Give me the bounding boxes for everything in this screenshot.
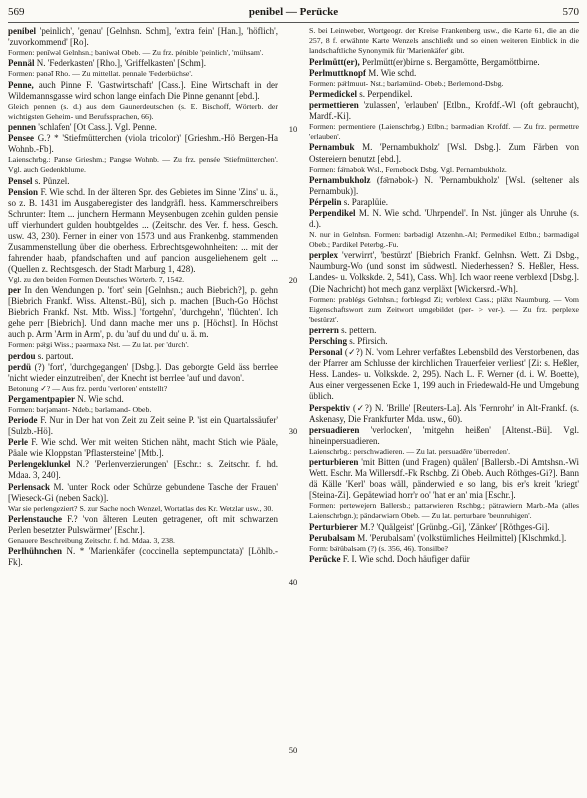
entry-headword: perplex [309, 250, 338, 261]
dictionary-entry [8, 362, 278, 384]
note-text: Formen: bərjəmənt- Ndeb.; bərləmənd- Obeb. [8, 405, 152, 415]
note-text: S. bei Leinweber, Wortgeogr. der Kreise Frankenberg usw., die Karte 61, die an die 257, 8 f. erwähnte Karte Wenzels anschließt und so einen weiteren Einblick in die landschaftliche Synonymik für 'Marienkäfer' gibt. [309, 26, 579, 56]
entry-note [8, 102, 278, 122]
entry-note [8, 536, 278, 546]
entry-text: N. * 'Marienkäfer (coccinella septempunctata)' [Löhlb.-Fk]. [8, 546, 278, 568]
dictionary-entry [8, 80, 278, 102]
entry-text: s. Paraplüie. [343, 196, 388, 207]
entry-text: s. partout. [37, 350, 74, 361]
dictionary-entry [309, 347, 579, 402]
dictionary-entry [309, 250, 579, 294]
dictionary-entry [309, 522, 579, 533]
dictionary-entry [8, 26, 278, 48]
dictionary-entry [8, 459, 278, 481]
right-column [309, 26, 579, 792]
dictionary-entry [8, 58, 278, 69]
note-text: Betonung ✓? — Aus frz. perdu 'verloren' entstellt? [8, 383, 168, 393]
entry-text: F. Wie schd. In der älteren Spr. des Gebietes im Sinne 'Zins' u. ä., so z. B. 1431 im Ausgaberegister des landgräfl. hess. Kammerschreibers Schrunter: Item ... junchern Hermann Meysenbugen zcehin gulden pensie uff vierhundert gulden houbtgeldes ... (Zeitschr. des Ver. f. hess. Gesch. usw. 43, 230). Ferner in einer von 1573 und aus Frankenbg. stammenden Zusammenstellung über die oberhess. Erbrechtsgewohnheiten: ... mit der fahrender haab, pfandschaften und auf pancion ausgeliehenem gelt ... (Quellen z. Rechtsgesch. der Stadt Marburg 1, 428). [8, 186, 278, 274]
entry-text: M. N. Wie schd. 'Uhrpendel'. In Nst. jünger als Unruhe (s. d.). [309, 207, 579, 229]
entry-headword: Perlhühnchen [8, 546, 63, 557]
entry-note [309, 544, 579, 554]
dictionary-entry [8, 176, 278, 187]
dictionary-entry [309, 89, 579, 100]
entry-note [309, 79, 579, 89]
dictionary-entry [309, 57, 579, 68]
entry-note [309, 122, 579, 142]
entry-text: 'peinlich', 'genau' [Gelnhsn. Schm], 'extra fein' [Han.], 'höflich', 'zuvorkommend' [Ro]. [8, 26, 278, 48]
entry-note [309, 26, 579, 57]
note-text: N. nur in Gelnhsn. Formen: bərbədigl Atzenhn.-Al; Permedikel Etlbn.; bərmədigəl Obeb.; Pardikel Peterbg.-Fu. [309, 229, 579, 250]
dictionary-entry [8, 415, 278, 437]
entry-headword: Perle [8, 437, 28, 448]
entry-headword: per [8, 285, 21, 296]
entry-note [8, 340, 278, 350]
entry-headword: Perlensack [8, 481, 50, 492]
entry-text: s. Pünzel. [34, 175, 70, 186]
entry-headword: Perlmütt(er), [309, 56, 360, 67]
note-text: Gleich pennen (s. d.) aus dem Gaunerdeutschen (s. E. Bischoff, Wörterb. der wichtigsten Geheim- und Berufssprachen, 66). [8, 101, 278, 121]
entry-note [309, 230, 579, 250]
entry-text: 'verwirrt', 'bestürzt' [Biebrich Frankf. Gelnhsn. Wett. Zi Dsbg., Naumburg-Wo (und sonst im südwestl. Niederhessen? S. Heßler, Hess. Landes- u. Volkskde. 2, 541), Cass. Wh]. Ich waor reene verblexd [Dsbg.]. (Die Nachricht) hot mech ganz verpläxt [Wickersrd.-Wh]. [309, 250, 579, 294]
dictionary-entry [8, 482, 278, 504]
entry-headword: Perturbierer [309, 521, 358, 532]
note-text: Form: bə̈rübalsəm (?) (s. 356, 46). Tonsilbe? [309, 543, 448, 553]
entry-headword: perdou [8, 350, 36, 361]
note-text: Laienschrbg.: Panse Grieshm.; Pangse Wohnb. — Zu frz. pensée 'Stiefmütterchen'. Vgl. auch Gedenkblume. [8, 155, 278, 175]
entry-headword: Pension [8, 186, 39, 197]
entry-headword: Perubalsam [309, 532, 355, 543]
entry-headword: perrern [309, 325, 339, 336]
entry-text: 'mit Bitten (und Fragen) quälen' [Ballersb.-Di Amtshsn.-Wi Wett. Eschr. Ma Willersdf.-Fk Rschbg. Zi Obeb. Auch Röthges-Gi?]. Bann dä Källe 'Kerl' boas wäll, pänderwied e so lang, bis er's kreit 'kriegt' [Steina-Zi]. Gepätewiad horr'r oo' 'hat er an' mia [Eschr.]. [309, 456, 579, 501]
entry-headword: pennen [8, 122, 37, 133]
entry-text: M.? 'Quälgeist' [Grünbg.-Gi], 'Zänker' [Röthges-Gi]. [360, 521, 550, 532]
entry-headword: Perücke [309, 553, 341, 564]
left-page-number: 569 [8, 6, 25, 18]
note-text: Laienschrbg.: perschwadieren. — Zu lat. persuadēre 'überreden'. [309, 446, 511, 456]
entry-headword: penibel [8, 26, 37, 36]
entry-text: 'schlafen' [Ot Cass.]. Vgl. Penne. [38, 122, 157, 133]
dictionary-entry [8, 285, 278, 340]
line-number: 30 [288, 426, 298, 436]
entry-text: G.? * 'Stiefmütterchen (viola tricolor)' [Grieshm.-Hö Bergen-Ha Wohnb.-Fb]. [8, 133, 278, 155]
right-page-number: 570 [562, 6, 579, 18]
entry-headword: Perlenstauche [8, 513, 62, 524]
entry-text: F. Wie schd. Wer mit weiten Stichen näht, macht Stich wie Päale, Päale wie Kloppstan 'Pflastersteine' [Mtb.]. [8, 437, 278, 459]
dictionary-entry [8, 351, 278, 362]
entry-headword: Pennäl [8, 58, 35, 69]
entry-headword: Permedickel [309, 88, 357, 99]
entry-text: (?) 'fort', 'durchgegangen' [Dsbg.]. Das geborgte Geld äss berrlee 'nicht wieder einzutreiben', der Knecht ist berrlee 'auf und davon'. [8, 361, 278, 383]
entry-headword: Pergamentpapier [8, 394, 75, 404]
dictionary-entry [309, 457, 579, 501]
entry-text: N. 'Federkasten' [Rho.], 'Griffelkasten' [Schm]. [36, 58, 207, 69]
entry-text: N.? 'Perlenverzierungen' [Eschr.: s. Zeitschr. f. hd. Mdaa. 3, 240]. [8, 459, 278, 481]
entry-headword: Perlengeklunkel [8, 459, 71, 470]
note-text: Formen: pertewejern Ballersb.; pattərwieren Rschbg.; pätrawiern Marb.-Ma (alles Laienschrbgn.); pändərwiərn Obeb. — Zu lat. perturbare 'beunruhigen'. [309, 501, 579, 521]
entry-note [8, 384, 278, 394]
entry-note [8, 69, 278, 79]
entry-text: (✓?) N. 'vom Lehrer verfaßtes Lebensbild des Verstorbenen, das der Pfarrer am Schlusse der kirchlichen Trauerfeier verliest' [Zi: s. Heßler, Hess. Landes- u. Volkskde. 2, 295). Nach L. F. Werner (d. i. W. Boette), Aus einer vergessenen Ecke 1, 199 auch in Friedewald-He und Umgebung üblich. [309, 347, 579, 402]
line-number: 10 [288, 124, 298, 134]
entry-text: M. Wie schd. [368, 67, 417, 78]
note-text: Formen: prəblégs Gelnhsn.; forblegsd Zi; verblext Cass.; plä̈xt Naumburg. — Vom Eigenschaftswort zum Zeitwort umgebildet (per- > ver-). — Zu frz. perplexe 'bestürzt'. [309, 294, 579, 324]
entry-text: N. Wie schd. [77, 394, 124, 404]
entry-headword: permettieren [309, 99, 359, 110]
dictionary-entry [309, 68, 579, 79]
entry-text: (fə̈rnəbok-) N. 'Pernambukholz' [Wsl. (seltener als Pernambuk)]. [309, 174, 579, 196]
dictionary-entry [309, 425, 579, 447]
entry-text: (✓?) N. 'Brille' [Reuters-La]. Als 'Fernrohr' in Alt-Frankf. (s. Askenasy, Die Frankfurter Mda. usw., 60). [309, 402, 579, 424]
note-text: War sie perlengeziert? S. zur Sache noch Wenzel, Wortatlas des Kr. Wetzlar usw., 30. [8, 503, 274, 513]
line-number: 20 [288, 275, 298, 285]
dictionary-entry [309, 142, 579, 164]
entry-text: M. 'unter Rock oder Schürze gebundene Tasche der Frauen' [Wieseck-Gi (neben Sack)]. [8, 481, 278, 503]
dictionary-entry [8, 187, 278, 275]
entry-note [309, 295, 579, 326]
line-number: 50 [288, 745, 298, 755]
entry-note [8, 155, 278, 175]
dictionary-entry [309, 533, 579, 544]
entry-text: auch Pinne F. 'Gastwirtschaft' [Cass.]. Eine Wirtschaft in der Wildemannsgasse wird schon lange einfach Die Pinne genannt [ebd.]. [8, 79, 278, 101]
dictionary-entry [309, 175, 579, 197]
entry-headword: Pensel [8, 175, 33, 186]
entry-headword: Pernambukholz [309, 174, 371, 185]
entry-note [8, 48, 278, 58]
entry-note [8, 405, 278, 415]
entry-headword: persuadieren [309, 424, 360, 435]
header-rule [8, 22, 579, 23]
line-number: 40 [288, 577, 298, 587]
entry-text: Perlmütt(er)birne s. Bergamötte, Bergamöttbirne. [361, 56, 540, 67]
entry-note [309, 501, 579, 521]
dictionary-entry [8, 514, 278, 536]
entry-text: s. Perpendikel. [359, 88, 413, 99]
entry-text: s. Pfirsich. [349, 336, 388, 347]
note-text: Genauere Beschreibung Zeitschr. f. hd. Mdaa. 3, 238. [8, 535, 175, 545]
entry-text: s. pettern. [341, 325, 377, 336]
note-text: Formen: pə̈rgi Wiss.; pəərmaxə Nst. — Zu lat. per 'durch'. [8, 340, 189, 350]
left-column [8, 26, 278, 792]
entry-headword: perturbieren [309, 456, 359, 467]
entry-headword: Perpendikel [309, 207, 356, 218]
entry-text: F.? 'von älteren Leuten getragener, oft mit schwarzen Perlen besetzter Pulswärmer' [Eschr.]. [8, 513, 278, 535]
entry-headword: Perlmuttknopf [309, 67, 366, 78]
entry-headword: Pensee [8, 133, 34, 144]
entry-note [8, 504, 278, 514]
entry-note [8, 275, 278, 285]
entry-headword: Persching [309, 336, 347, 347]
dictionary-entry [309, 208, 579, 230]
note-text: Formen: penîwəl Gelnhsn.; bəníwəl Obeb. — Zu frz. pénible 'peinlich', 'mühsam'. [8, 48, 264, 58]
note-text: Formen: fə̈rnəbok Wsl., Fernebock Dsbg. Vgl. Pernambukholz. [309, 164, 507, 174]
entry-text: 'verlocken', 'mitgehn heißen' [Altenst.-Bü]. Vgl. hineinpersuadieren. [309, 424, 579, 446]
dictionary-entry [309, 100, 579, 122]
note-text: Formen: pənə̃l Rho. — Zu mittellat. pennale 'Federbüchse'. [8, 69, 193, 79]
note-text: Formen: permentiere (Laienschrbg.) Etlbn.; bərmədiən Krofdf. — Zu frz. permettre 'erlauben'. [309, 122, 579, 142]
entry-headword: Pérpelin [309, 196, 342, 207]
entry-headword: Penne, [8, 79, 34, 90]
entry-note [309, 165, 579, 175]
entry-headword: Perspektiv [309, 402, 350, 413]
page-header [8, 4, 579, 20]
dictionary-entry [8, 546, 278, 568]
entry-text: M. 'Perubalsam' (volkstümliches Heilmittel) [Klschmkd.]. [357, 532, 567, 543]
entry-text: F. Nur in Der hat von Zeit zu Zeit seine P. 'ist ein Quartalssäufer' [Sulzb.-Hö]. [8, 415, 278, 437]
entry-headword: Periode [8, 415, 38, 426]
entry-headword: Pernambuk [309, 142, 355, 153]
running-title: penibel — Perücke [248, 6, 339, 18]
entry-text: In den Wendungen p. 'fort' sein [Gelnhsn.; auch Biebrich?], p. gehn [Biebrich Frankf. Wiss. Altenst.-Bü], sich p. machen [Buch-Go Höchst Biebrich Frankf. Nst. Mtb. Wiss.] 'fortgehn', 'durchgehn', 'flüchten'. Ich gehe perr [Biebrich]. Und dann mache mer uns p. [Höchst]. In Höchst auch p. Arm 'Arm in Arm', p. du 'auf du und du' u. ä. m. [8, 285, 278, 340]
dictionary-entry [8, 133, 278, 155]
dictionary-entry [309, 336, 579, 347]
entry-text: F. I. Wie schd. Doch häufiger dafür [342, 553, 470, 564]
entry-note [309, 447, 579, 457]
line-number-gutter [280, 26, 308, 792]
entry-text: M. 'Pernambukholz' [Wsl. Dsbg.]. Zum Färben von Ostereiern benutzt [ebd.]. [309, 142, 579, 164]
note-text: Vgl. zu den beiden Formen Deutsches Wörterb. 7, 1542. [8, 275, 185, 285]
dictionary-entry [309, 197, 579, 208]
dictionary-entry [8, 122, 278, 133]
dictionary-entry [309, 554, 579, 565]
entry-headword: Personal [309, 347, 343, 358]
dictionary-entry [309, 325, 579, 336]
dictionary-entry [8, 394, 278, 405]
dictionary-entry [8, 437, 278, 459]
dictionary-entry [309, 403, 579, 425]
note-text: Formen: pə̈rlmuut- Nst.; barləmünd- Obeb.; Berlemond-Dsbg. [309, 78, 504, 88]
entry-text: 'zulassen', 'erlauben' [Etlbn., Krofdf.-Wl (oft gebraucht), Mardf.-Ki]. [309, 99, 579, 121]
entry-headword: perdü [8, 361, 32, 372]
